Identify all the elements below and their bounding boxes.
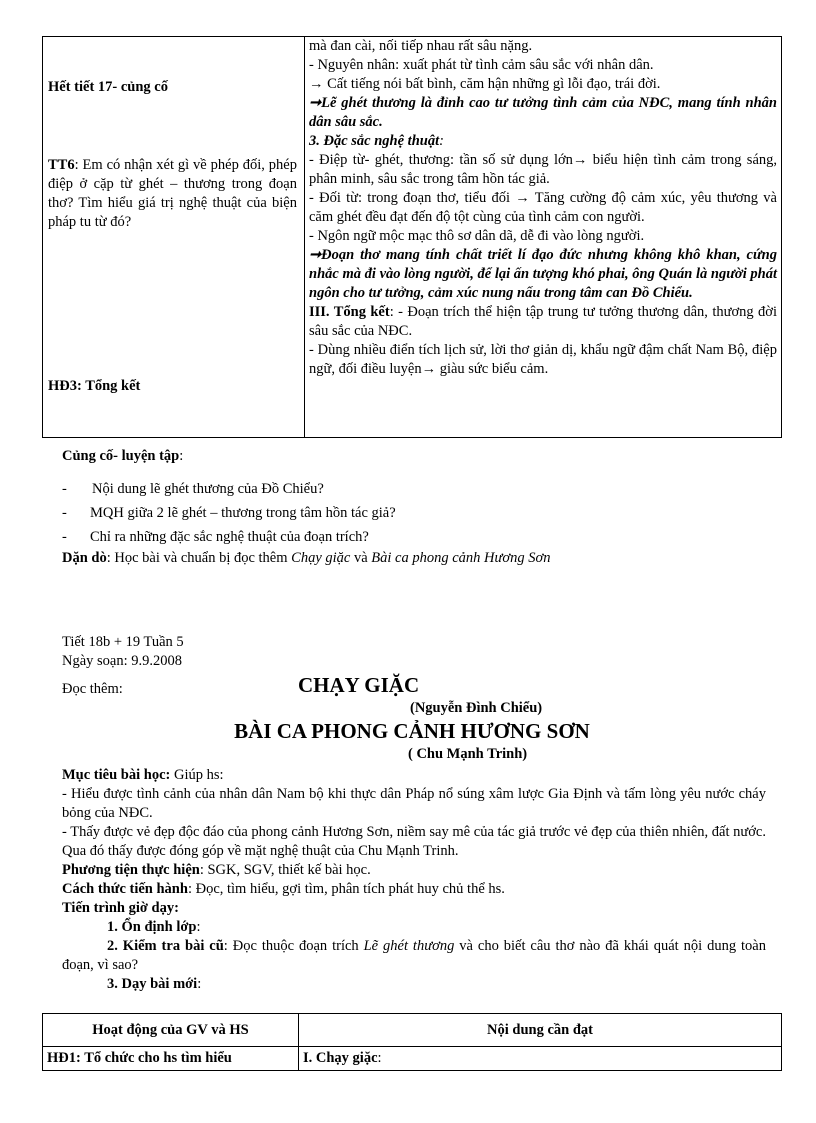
objective-1: - Hiểu được tình cảnh của nhân dân Nam bộ khi thực dân Pháp nổ súng xâm lược Gia Định và tấm lòng yêu nước cháy bỏng của NĐC. [62, 786, 766, 821]
section-1-label: I. Chạy giặc [303, 1050, 378, 1066]
tt6-question [48, 156, 297, 232]
author-nguyen-dinh-chieu: (Nguyễn Đình Chiểu) [410, 700, 543, 716]
practice-item-1: Nội dung lẽ ghét thương của Đồ Chiểu? [92, 481, 324, 497]
art-antithesis: - Đối từ: trong đoạn thơ, tiểu đối → Tăng cường độ cảm xúc, yêu thương và căm ghét đều đạt đến độ tột cùng của tình cảm con người. [309, 190, 777, 225]
content-voice: → Cất tiếng nói bất bình, căm hận những gì lỗi đạo, trái đời. [309, 76, 661, 92]
homework-text: : Học bài và chuẩn bị đọc thêm [106, 550, 292, 566]
art-heading-label: 3. Đặc sắc nghệ thuật [309, 133, 440, 149]
method-line [62, 880, 766, 899]
bullet-dash: - [62, 529, 67, 545]
method-label: Cách thức tiến hành [62, 881, 188, 897]
hd3-label: HĐ3: Tổng kết [48, 378, 141, 394]
method-text: : Đọc, tìm hiểu, gợi tìm, phân tích phát huy chủ thể hs. [187, 881, 505, 897]
step-2-text-a: : Đọc thuộc đoạn trích [223, 938, 364, 954]
bullet-dash: - [62, 505, 67, 521]
step-3 [62, 975, 766, 994]
practice-heading-label: Củng cố- luyện tập [62, 448, 180, 464]
tt6-label: TT6 [48, 157, 75, 173]
step-2-italic: Lẽ ghét thương [363, 938, 455, 954]
content-column-cell [305, 37, 782, 438]
means-label: Phương tiện thực hiện [62, 862, 200, 878]
summary-techniques: - Dùng nhiều điển tích lịch sử, lời thơ giản dị, khẩu ngữ đậm chất Nam Bộ, điệp ngữ, đối điều luyện→ giàu sức biểu cảm. [309, 342, 777, 377]
summary-text: : - Đoạn trích thể hiện tập trung tư tưởng thương dân, thương đời sâu sắc của NĐC. [309, 304, 777, 339]
summary-paragraph [309, 303, 777, 341]
practice-heading [62, 447, 183, 466]
process-heading: Tiến trình giờ dạy: [62, 900, 179, 916]
title-huong-son: BÀI CA PHONG CẢNH HƯƠNG SƠN [234, 719, 590, 743]
activity-table [42, 1013, 782, 1071]
step-1 [62, 918, 766, 937]
objectives-text: Giúp hs: [170, 767, 224, 783]
art-repetition: - Điệp từ- ghét, thương: tần số sử dụng lớn→ biểu hiện tình cảm trong sáng, phân minh, sâu sắc trong tâm hồn tác giả. [309, 152, 777, 187]
art-heading [309, 132, 777, 151]
step-2-label: 2. Kiểm tra bài cũ [107, 938, 224, 954]
header-activity: Hoạt động của GV và HS [43, 1014, 299, 1047]
art-conclusion: ➞Đoạn thơ mang tính chất triết lí đạo đức nhưng không khô khan, cứng nhắc mà đi vào lòng người, để lại ấn tượng khó phai, ông Quán là người phát ngôn cho tư tưởng, cảm xúc nung nấu trong tâm can Đồ Chiểu. [309, 247, 777, 301]
practice-item-2: MQH giữa 2 lẽ ghét – thương trong tâm hồn tác giả? [90, 505, 396, 521]
author-chu-manh-trinh: ( Chu Mạnh Trinh) [408, 746, 528, 762]
art-heading-colon: : [439, 133, 444, 149]
summary-label: III. Tổng kết [309, 304, 390, 320]
section-1-colon: : [377, 1050, 382, 1066]
section-1-cell [299, 1047, 782, 1071]
means-text: : SGK, SGV, thiết kế bài học. [199, 862, 371, 878]
lesson-body [62, 766, 766, 994]
bullet-dash: - [62, 481, 67, 497]
homework-line [62, 549, 551, 568]
content-cause: - Nguyên nhân: xuất phát từ tình cảm sâu sắc với nhân dân. [309, 57, 654, 73]
end-period-17-label: Hết tiết 17- củng cố [48, 79, 168, 95]
extra-reading-label: Đọc thêm: [62, 681, 123, 697]
hd1-cell: HĐ1: Tổ chức cho hs tìm hiểu [43, 1047, 299, 1071]
list-item [62, 528, 762, 547]
step-1-colon: : [196, 919, 201, 935]
means-line [62, 861, 766, 880]
step-3-colon: : [197, 976, 202, 992]
objectives-label: Mục tiêu bài học: [62, 767, 171, 783]
objective-2: - Thấy được vẻ đẹp độc đáo của phong cảnh Hương Sơn, niềm say mê của tác giả trước vẻ đẹp của thiên nhiên, đất nước. Qua đó thấy được đóng góp về mặt nghệ thuật của Chu Mạnh Trinh. [62, 824, 766, 859]
homework-and: và [350, 550, 372, 566]
homework-title-2: Bài ca phong cảnh Hương Sơn [371, 550, 551, 566]
step-2 [62, 937, 766, 975]
step-2-text-b: và cho biết câu thơ nào đã khái quát nội dung toàn đoạn, vì sao? [62, 938, 766, 973]
activity-column-cell [43, 37, 305, 438]
content-line-1: mà đan cài, nối tiếp nhau rất sâu nặng. [309, 38, 533, 54]
period-line: Tiết 18b + 19 Tuần 5 [62, 634, 184, 650]
tt6-text: : Em có nhận xét gì về phép đối, phép điệp ở cặp từ ghét – thương trong đoạn thơ? Tìm hiểu giá trị nghệ thuật của biện pháp tu từ đó? [48, 157, 297, 230]
practice-item-3: Chỉ ra những đặc sắc nghệ thuật của đoạn trích? [90, 529, 369, 545]
title-chay-giac: CHẠY GIẶC [298, 673, 420, 697]
header-content: Nội dung cần đạt [299, 1014, 782, 1047]
prep-date: Ngày soạn: 9.9.2008 [62, 653, 183, 669]
homework-label: Dặn dò [62, 550, 107, 566]
step-3-label: 3. Dạy bài mới [107, 976, 198, 992]
list-item [62, 504, 762, 523]
step-1-label: 1. Ổn định lớp [107, 919, 197, 935]
list-item [62, 480, 762, 499]
art-language: - Ngôn ngữ mộc mạc thô sơ dân dã, dễ đi vào lòng người. [309, 228, 645, 244]
content-conclusion: ➞Lẽ ghét thương là đỉnh cao tư tưởng tình cảm của NĐC, mang tính nhân dân sâu sắc. [309, 95, 777, 130]
objectives-heading [62, 766, 766, 785]
top-lesson-table [42, 36, 782, 438]
practice-heading-colon: : [179, 448, 184, 464]
practice-list [62, 480, 762, 552]
homework-title-1: Chạy giặc [291, 550, 351, 566]
